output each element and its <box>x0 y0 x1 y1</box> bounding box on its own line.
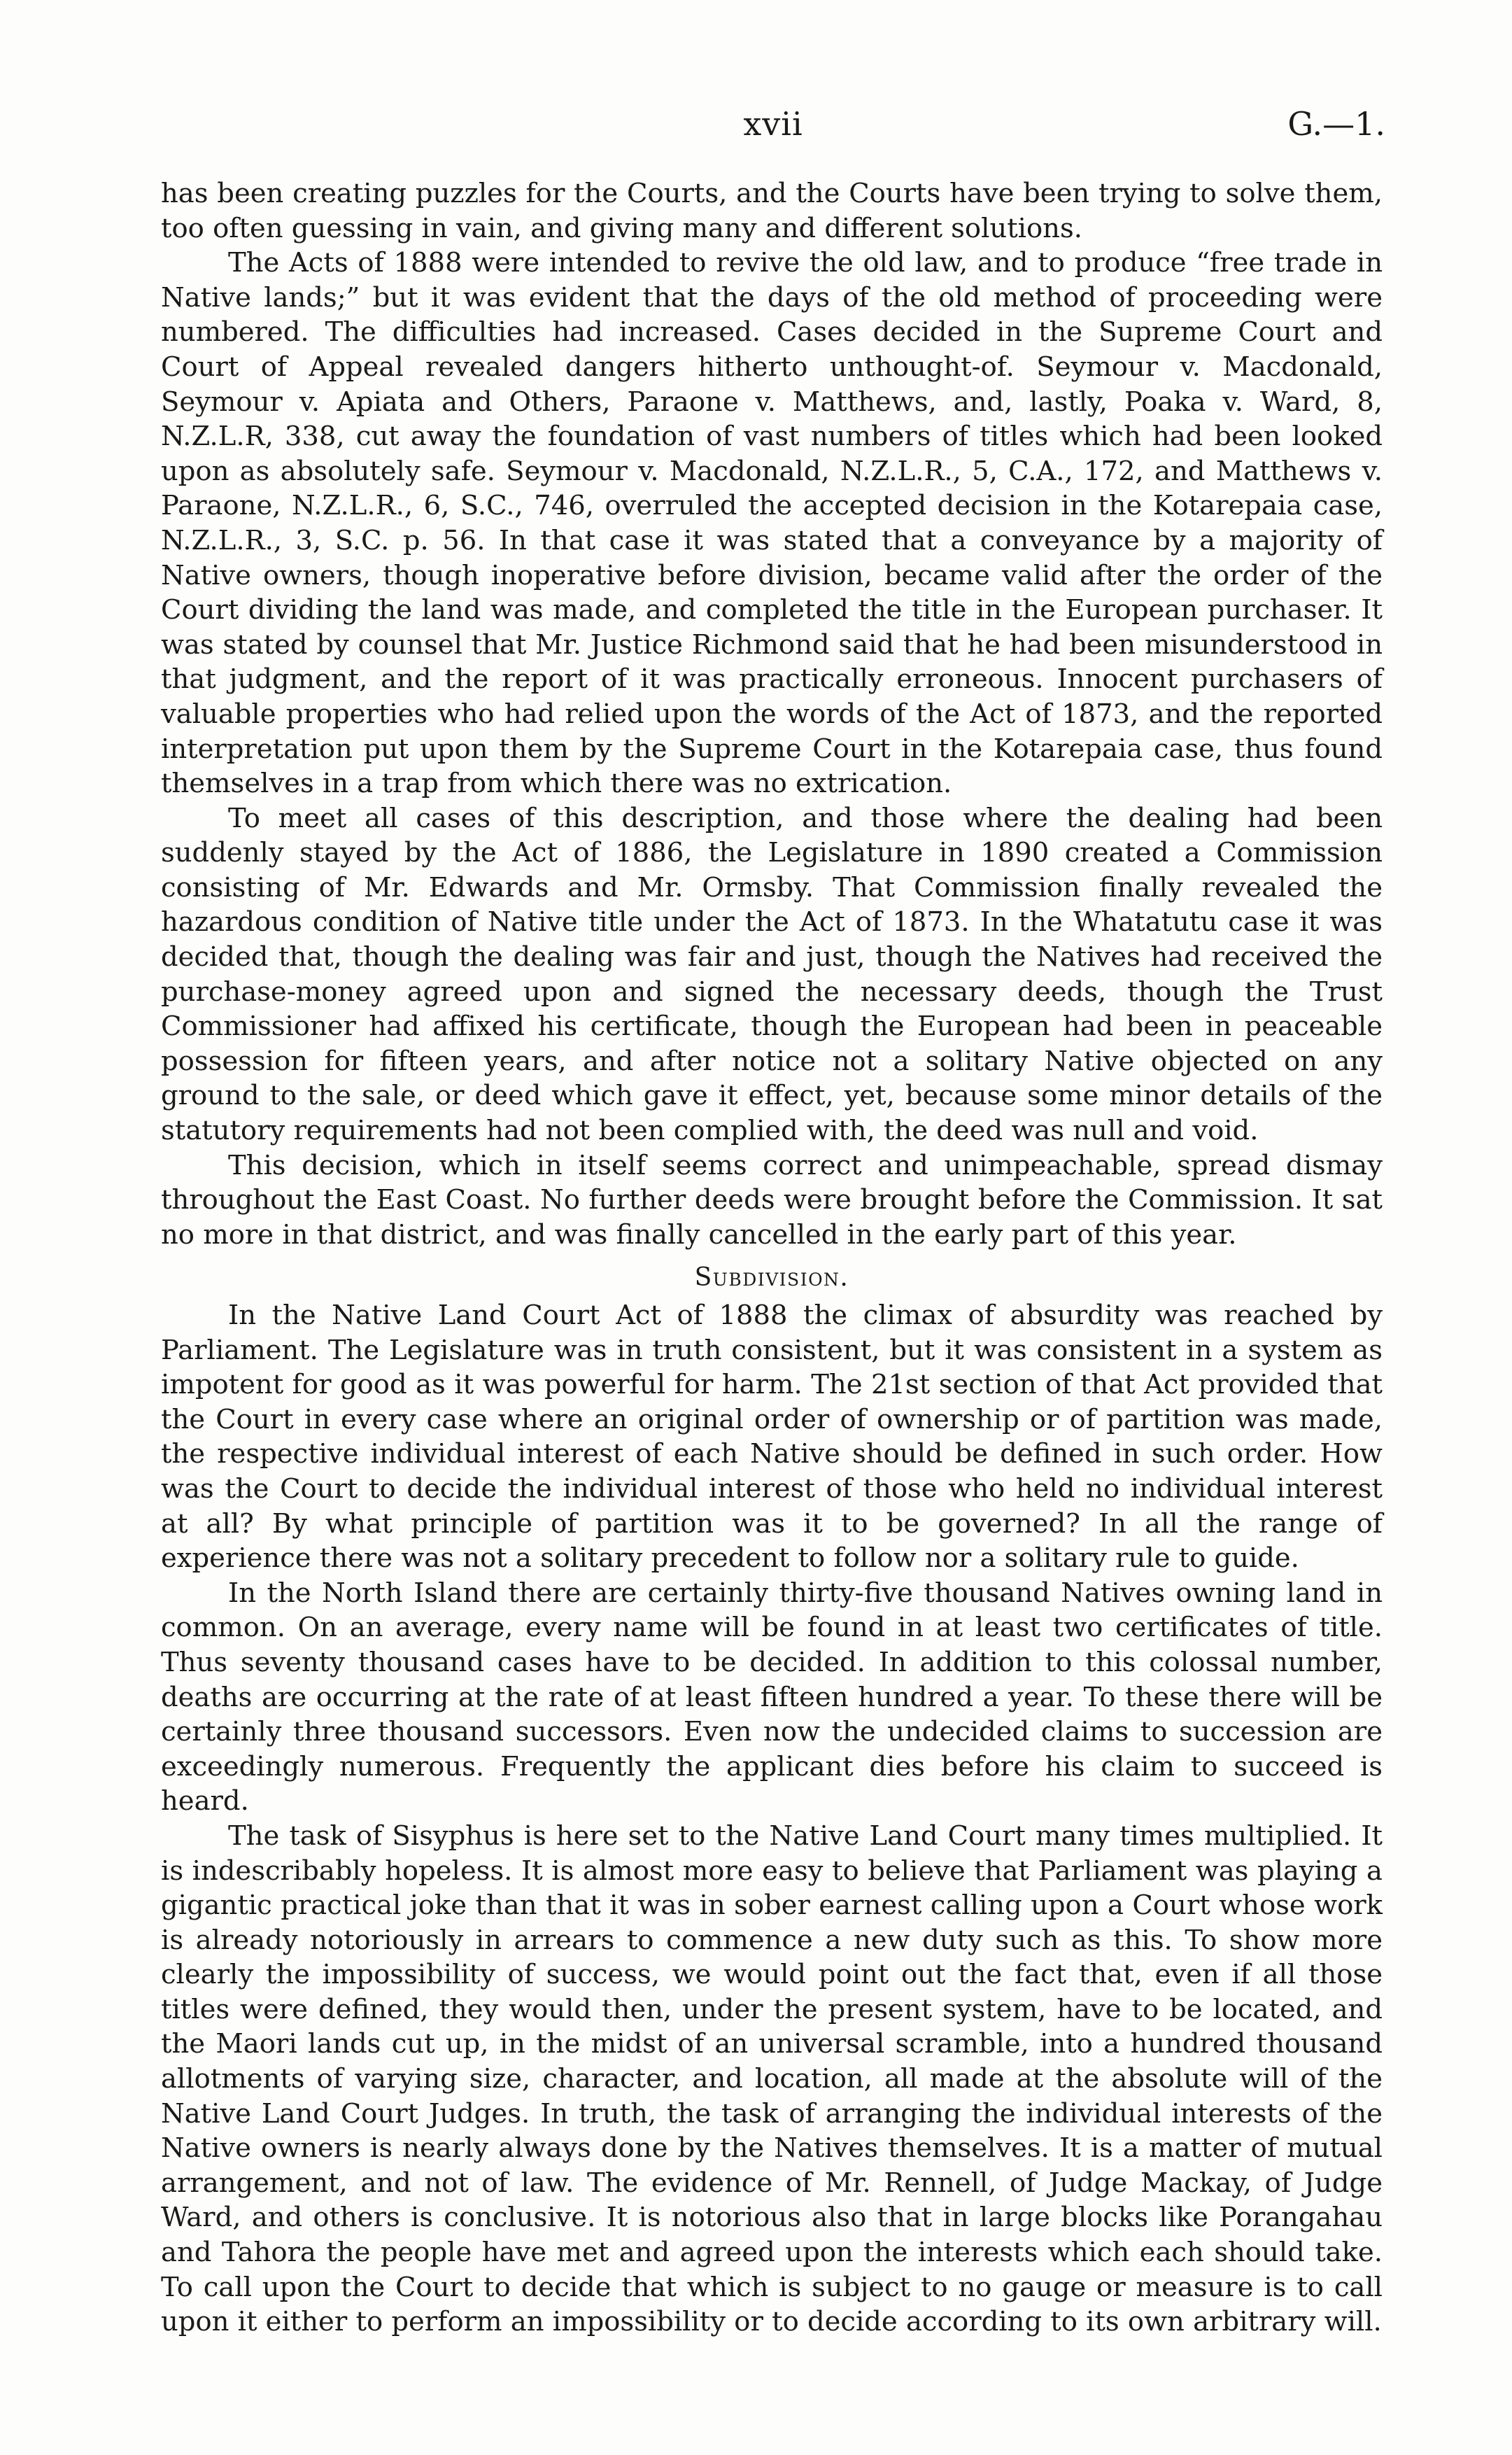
paragraph: The task of Sisyphus is here set to the Native Land Court many times multiplied. It is indescribably hopeless. It is almost more easy to believe that Parliament was playing a gigantic practical joke than that it was in sober earnest calling upon a Court whose work is already notoriously in arrears to commence a new duty such as this. To show more clearly the impossibility of success, we would point out the fact that, even if all those titles were defined, they would then, under the present system, have to be located, and the Maori lands cut up, in the midst of an universal scramble, into a hundred thousand allotments of varying size, character, and location, all made at the absolute will of the Native Land Court Judges. In truth, the task of arranging the individual interests of the Native owners is nearly always done by the Natives themselves. It is a matter of mutual arrangement, and not of law. The evidence of Mr. Rennell, of Judge Mackay, of Judge Ward, and others is conclusive. It is notorious also that in large blocks like Porangahau and Tahora the people have met and agreed upon the interests which each should take. To call upon the Court to decide that which is subject to no gauge or measure is to call upon it either to perform an impossibility or to decide according to its own arbitrary will. <box>161 1820 1383 2338</box>
page-number: xvii <box>743 105 803 143</box>
document-reference: G.—1. <box>1287 105 1385 143</box>
page-header <box>161 105 1385 147</box>
body-text <box>161 176 1383 2340</box>
section-heading: Subdivision. <box>694 1263 849 1293</box>
paragraph: This decision, which in itself seems correct and unimpeachable, spread dismay throughout the East Coast. No further deeds were brought before the Commission. It sat no more in that district, and was finally cancelled in the early part of this year. <box>161 1149 1383 1251</box>
paragraph: In the North Island there are certainly thirty-five thousand Natives owning land in common. On an average, every name will be found in at least two certificates of title. Thus seventy thousand cases have to be decided. In addition to this colossal number, deaths are occurring at the rate of at least fifteen hundred a year. To these there will be certainly three thousand successors. Even now the undecided claims to succession are exceedingly numerous. Frequently the applicant dies before his claim to succeed is heard. <box>161 1577 1383 1817</box>
paragraph: has been creating puzzles for the Courts, and the Courts have been trying to solve them, too often guessing in vain, and giving many and different solutions. <box>161 178 1383 244</box>
paragraph: To meet all cases of this description, and those where the dealing had been suddenly stayed by the Act of 1886, the Legislature in 1890 created a Commission consisting of Mr. Edwards and Mr. Ormsby. That Commission finally revealed the hazardous condition of Native title under the Act of 1873. In the Whatatutu case it was decided that, though the dealing was fair and just, though the Natives had received the purchase-money agreed upon and signed the necessary deeds, though the Trust Commissioner had affixed his certificate, though the European had been in peaceable possession for fifteen years, and after notice not a solitary Native objected on any ground to the sale, or deed which gave it effect, yet, because some minor details of the statutory requirements had not been complied with, the deed was null and void. <box>161 802 1383 1147</box>
paragraph: In the Native Land Court Act of 1888 the climax of absurdity was reached by Parliament. The Legislature was in truth consistent, but it was consistent in a system as impotent for good as it was powerful for harm. The 21st section of that Act provided that the Court in every case where an original order of ownership or of partition was made, the respective individual interest of each Native should be defined in such order. How was the Court to decide the individual interest of those who held no individual interest at all? By what principle of partition was it to be governed? In all the range of experience there was not a solitary precedent to follow nor a solitary rule to guide. <box>161 1300 1383 1575</box>
paragraph: The Acts of 1888 were intended to revive the old law, and to produce “free trade in Native lands;” but it was evident that the days of the old method of proceeding were numbered. The difficulties had increased. Cases decided in the Supreme Court and Court of Appeal revealed dangers hitherto unthought-of. Seymour v. Macdonald, Seymour v. Apiata and Others, Paraone v. Matthews, and, lastly, Poaka v. Ward, 8, N.Z.L.R, 338, cut away the foundation of vast numbers of titles which had been looked upon as absolutely safe. Seymour v. Macdonald, N.Z.L.R., 5, C.A., 172, and Matthews v. Paraone, N.Z.L.R., 6, S.C., 746, overruled the accepted decision in the Kotarepaia case, N.Z.L.R., 3, S.C. p. 56. In that case it was stated that a conveyance by a majority of Native owners, though inoperative before division, became valid after the order of the Court dividing the land was made, and completed the title in the European purchaser. It was stated by counsel that Mr. Justice Richmond said that he had been misunderstood in that judgment, and the report of it was practically erroneous. Innocent purchasers of valuable properties who had relied upon the words of the Act of 1873, and the reported interpretation put upon them by the Supreme Court in the Kotarepaia case, thus found themselves in a trap from which there was no extrication. <box>161 247 1383 800</box>
